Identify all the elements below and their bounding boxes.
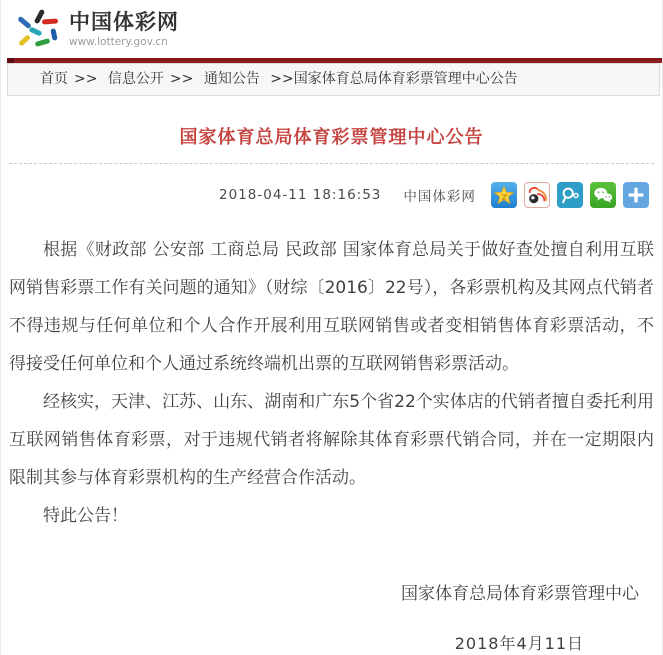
breadcrumb-home-link[interactable]: 首页 <box>40 71 68 87</box>
signature-date: 2018年4月11日 <box>454 634 584 653</box>
sports-lottery-logo-icon <box>15 7 61 51</box>
dashed-divider <box>9 163 654 164</box>
breadcrumb <box>7 63 660 96</box>
signature-org: 国家体育总局体育彩票管理中心 <box>401 584 639 604</box>
tencent-weibo-share-icon[interactable] <box>557 182 583 208</box>
paragraph: 根据《财政部 公安部 工商总局 民政部 国家体育总局关于做好查处擅自利用互联网销售彩票工作有关问题的通知》（财综〔2016〕22号），各彩票机构及其网点代销者不得违规与任何单位和个人合作开展利用互联网销售或者变相销售体育彩票活动，不得接受任何单位和个人通过系统终端机出票的互联网销售彩票活动。 <box>9 240 654 374</box>
breadcrumb-info-link[interactable]: 信息公开 <box>107 71 164 87</box>
breadcrumb-separator: >> <box>74 71 98 87</box>
signature-block <box>1 579 662 654</box>
red-divider-bar <box>7 58 662 63</box>
source-label: 中国体彩网 <box>403 189 476 205</box>
qzone-share-icon[interactable] <box>491 182 517 208</box>
share-toolbar <box>491 182 649 208</box>
page-title: 国家体育总局体育彩票管理中心公告 <box>179 127 484 148</box>
breadcrumb-current-page: 国家体育总局体育彩票管理中心公告 <box>293 71 518 87</box>
breadcrumb-notice-link[interactable]: 通知公告 <box>203 71 260 87</box>
breadcrumb-separator: >> <box>169 71 194 87</box>
logo-text <box>69 10 179 48</box>
article-body <box>1 231 662 535</box>
more-share-icon[interactable] <box>623 182 649 208</box>
article-meta <box>1 180 662 210</box>
site-name: 中国体彩网 <box>69 9 179 34</box>
site-url: www.lottery.gov.cn <box>69 36 168 49</box>
site-logo[interactable] <box>15 7 179 51</box>
publish-timestamp: 2018-04-11 18:16:53 <box>219 187 382 203</box>
site-header <box>1 0 662 58</box>
breadcrumb-separator: >> <box>270 71 294 87</box>
sina-weibo-share-icon[interactable] <box>524 182 550 208</box>
paragraph: 经核实，天津、江苏、山东、湖南和广东5个省22个实体店的代销者擅自委托利用互联网销售体育彩票，对于违规代销者将解除其体育彩票代销合同，并在一定期限内限制其参与体育彩票机构的生产经营合作活动。 <box>9 392 654 488</box>
paragraph: 特此公告！ <box>43 506 128 526</box>
wechat-share-icon[interactable] <box>590 182 616 208</box>
